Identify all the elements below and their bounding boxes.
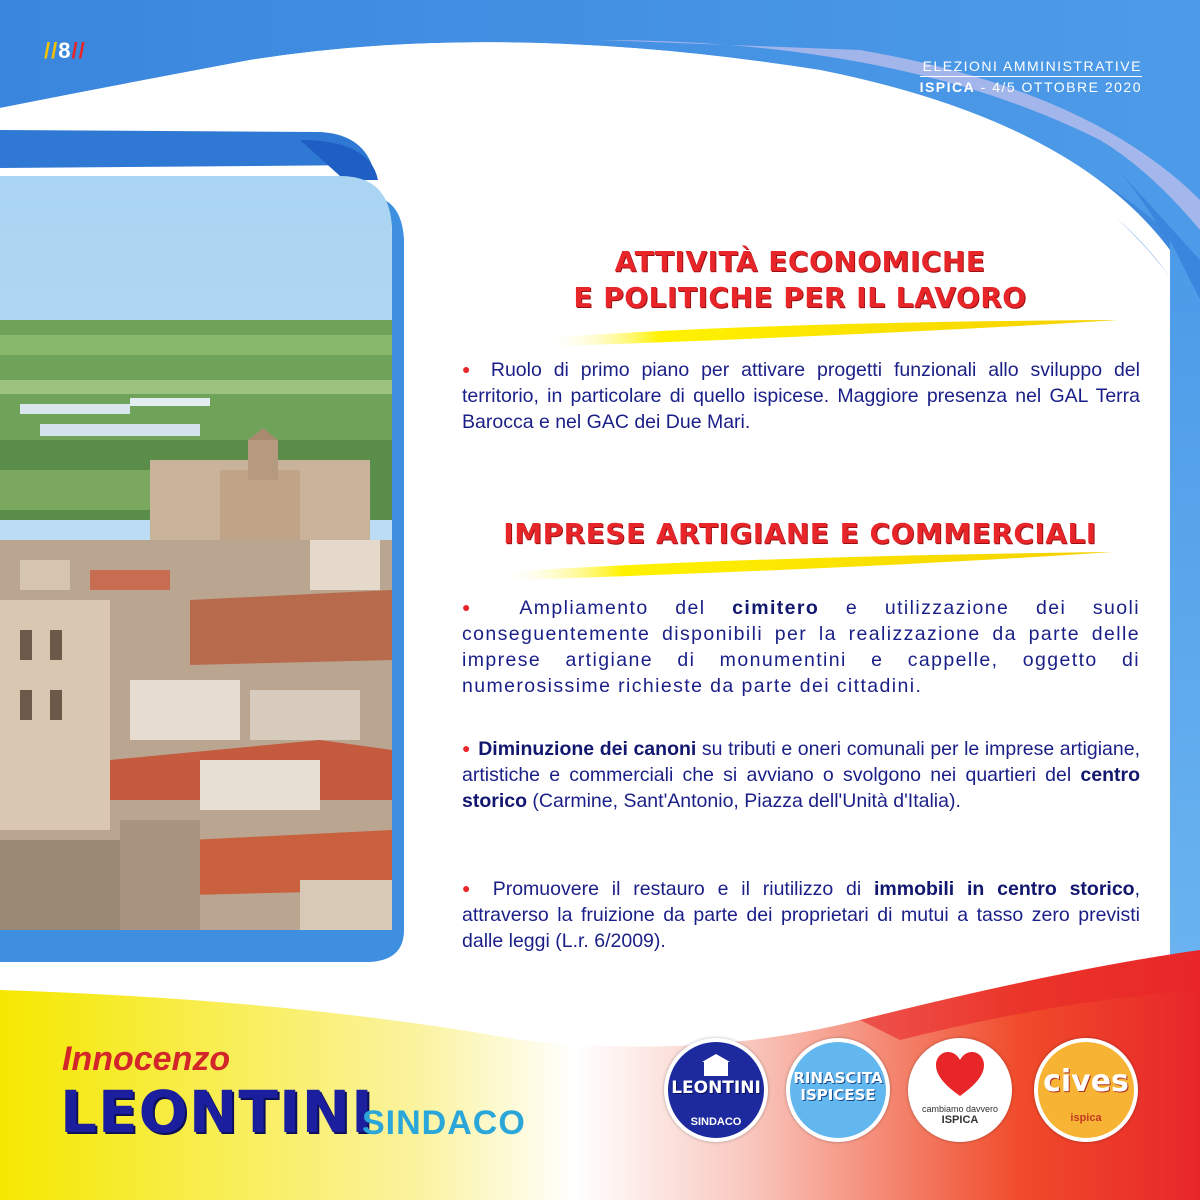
economic-activities-item: ● Ruolo di primo piano per attivare progetti funzionali allo sviluppo del territorio, in particolare di quello ispicese. Maggiore presenza nel GAL Terra Barocca e nel GAC dei Due Mari. xyxy=(462,359,1140,433)
bullet-icon: ● xyxy=(462,880,478,896)
logo-cives-ispica: cives ispica xyxy=(1034,1038,1138,1142)
election-title: ELEZIONI AMMINISTRATIVE xyxy=(920,58,1142,77)
candidate-first-name: Innocenzo xyxy=(62,1040,231,1078)
heart-icon xyxy=(936,1052,984,1098)
logo-rinascita-ispicese: RINASCITA ISPICESE xyxy=(786,1038,890,1142)
bullet-icon: ● xyxy=(462,361,477,377)
page-number: //8// xyxy=(44,38,86,63)
section-heading-artisan-businesses: IMPRESE ARTIGIANE E COMMERCIALI xyxy=(503,517,1097,550)
artisan-item-fees: ● Diminuzione dei canoni su tributi e oneri comunali per le imprese artigiane, artistiche e commerciali che si avviano o svolgono nei quartieri del centro storico (Carmine, Sant'Antonio, Piazza dell'Unità d'Italia). xyxy=(462,738,1140,812)
artisan-item-cemetery: ● Ampliamento del cimitero e utilizzazione dei suoli conseguentemente disponibili per la realizzazione da parte delle imprese artigiane di monumentini e cappelle, oggetto di numerosissime richieste da parte dei cittadini. xyxy=(462,597,1140,697)
logo-leontini-sindaco: LEONTINI SINDACO xyxy=(664,1038,768,1142)
bullet-icon: ● xyxy=(462,740,471,756)
building-icon xyxy=(702,1054,730,1076)
candidate-last-name: LEONTINI xyxy=(60,1078,374,1146)
election-info xyxy=(920,58,1142,96)
section-heading-economic-activities: ATTIVITÀ ECONOMICHE E POLITICHE PER IL LAVORO xyxy=(573,245,1027,314)
bullet-icon: ● xyxy=(462,599,492,615)
artisan-item-restoration: ● Promuovere il restauro e il riutilizzo di immobili in centro storico, attraverso la fruizione da parte dei proprietari di mutui a tasso zero previsti dalle leggi (L.r. 6/2009). xyxy=(462,878,1140,952)
logo-cambiamo-davvero-ispica: cambiamo davvero ISPICA xyxy=(908,1038,1012,1142)
election-date: ISPICA - 4/5 OTTOBRE 2020 xyxy=(919,79,1142,95)
town-photo xyxy=(0,176,392,930)
candidate-role: SINDACO xyxy=(362,1104,526,1142)
